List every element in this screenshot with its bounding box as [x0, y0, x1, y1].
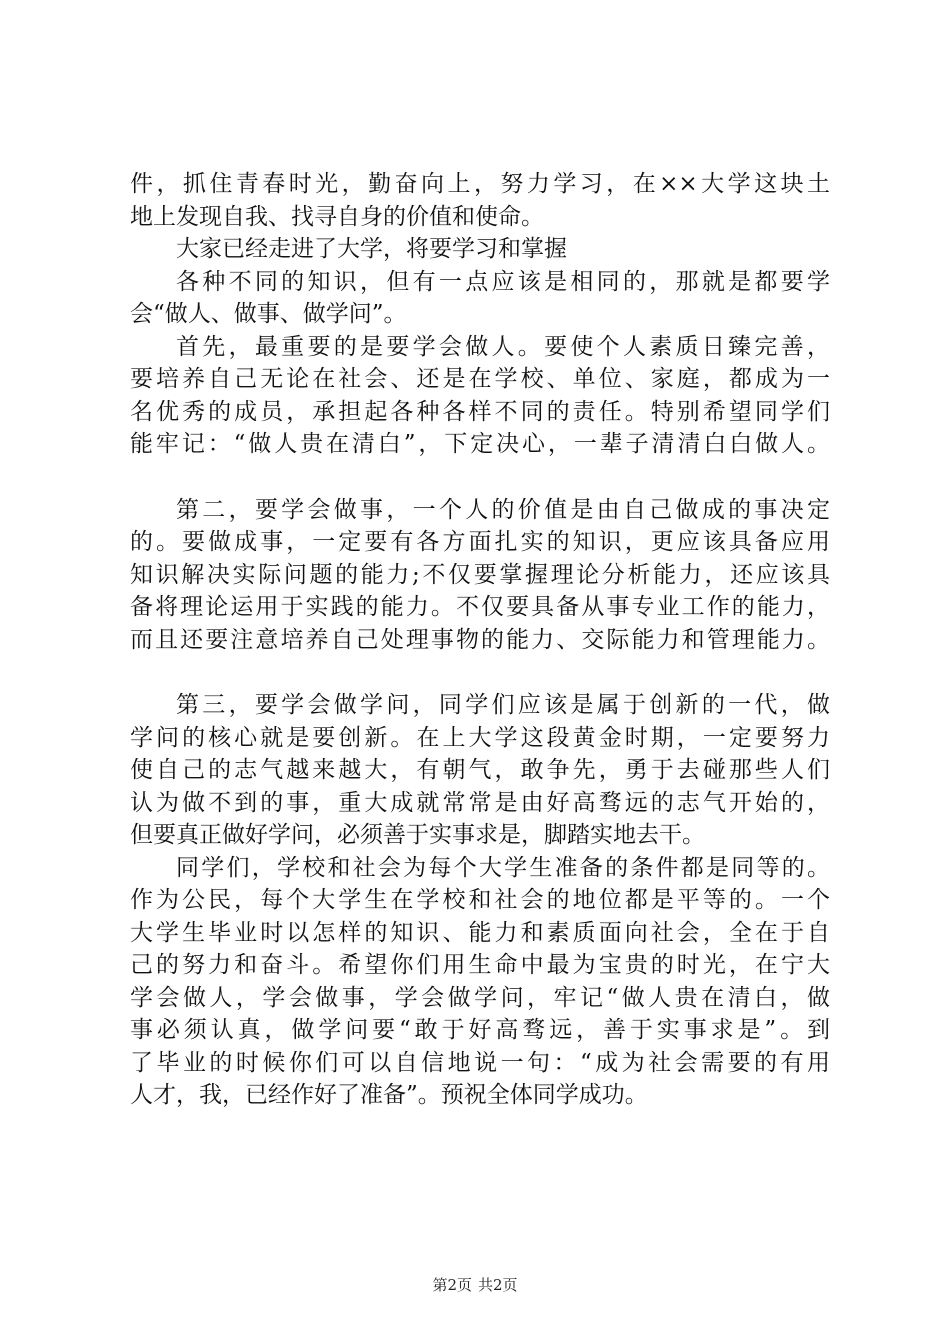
- text-line: 知识解决实际问题的能力;不仅要掌握理论分析能力，还应该具: [130, 561, 830, 588]
- text-line: 件，抓住青春时光，勤奋向上，努力学习，在××大学这块土: [130, 171, 830, 197]
- text-line: 各种不同的知识，但有一点应该是相同的，那就是都要学: [176, 268, 830, 295]
- text-line: 但要真正做好学问，必须善于实事求是，脚踏实地去干。: [130, 822, 705, 848]
- text-line: 地上发现自我、找寻自身的价值和使命。: [130, 203, 544, 230]
- text-line: 第二，要学会做事，一个人的价值是由自己做成的事决定: [176, 496, 830, 523]
- document-body: [130, 168, 830, 1112]
- text-line: 大家已经走进了大学，将要学习和掌握: [176, 236, 567, 262]
- text-line: 的。要做成事，一定要有各方面扎实的知识，更应该具备应用: [130, 529, 830, 555]
- text-line: 认为做不到的事，重大成就常常是由好高骛远的志气开始的，: [130, 789, 830, 816]
- paragraph-gap: [130, 461, 830, 494]
- text-line: 使自己的志气越来越大，有朝气，敢争先，勇于去碰那些人们: [130, 757, 830, 783]
- page-total: 共2页: [478, 1276, 518, 1294]
- text-line: 学问的核心就是要创新。在上大学这段黄金时期，一定要努力: [130, 724, 830, 751]
- text-line: 人才，我，已经作好了准备”。预祝全体同学成功。: [130, 1082, 648, 1108]
- text-line: 备将理论运用于实践的能力。不仅要具备从事专业工作的能力，: [130, 594, 830, 620]
- text-line: 第三，要学会做学问，同学们应该是属于创新的一代，做: [176, 692, 830, 718]
- text-line: 会“做人、做事、做学问”。: [130, 301, 407, 327]
- text-line: 首先，最重要的是要学会做人。要使个人素质日臻完善，: [176, 333, 830, 360]
- text-line: 能牢记：“做人贵在清白”，下定决心，一辈子清清白白做人。: [130, 431, 830, 457]
- text-line: 学会做人，学会做事，学会做学问，牢记“做人贵在清白，做: [130, 984, 830, 1011]
- page-number: 第2页: [432, 1276, 472, 1294]
- text-line: 己的努力和奋斗。希望你们用生命中最为宝贵的时光，在宁大: [130, 952, 830, 978]
- text-line: 要培养自己无论在社会、还是在学校、单位、家庭，都成为一: [130, 366, 830, 392]
- text-line: 名优秀的成员，承担起各种各样不同的责任。特别希望同学们: [130, 398, 830, 425]
- paragraph-gap: [130, 656, 830, 689]
- text-line: 了毕业的时候你们可以自信地说一句：“成为社会需要的有用: [130, 1049, 830, 1076]
- page-footer: [0, 1275, 950, 1295]
- text-line: 作为公民，每个大学生在学校和社会的地位都是平等的。一个: [130, 887, 830, 913]
- text-line: 事必须认真，做学问要“敢于好高骛远，善于实事求是”。到: [130, 1017, 830, 1043]
- text-line: 大学生毕业时以怎样的知识、能力和素质面向社会，全在于自: [130, 919, 830, 946]
- text-line: 同学们，学校和社会为每个大学生准备的条件都是同等的。: [176, 854, 830, 881]
- text-line: 而且还要注意培养自己处理事物的能力、交际能力和管理能力。: [130, 626, 830, 653]
